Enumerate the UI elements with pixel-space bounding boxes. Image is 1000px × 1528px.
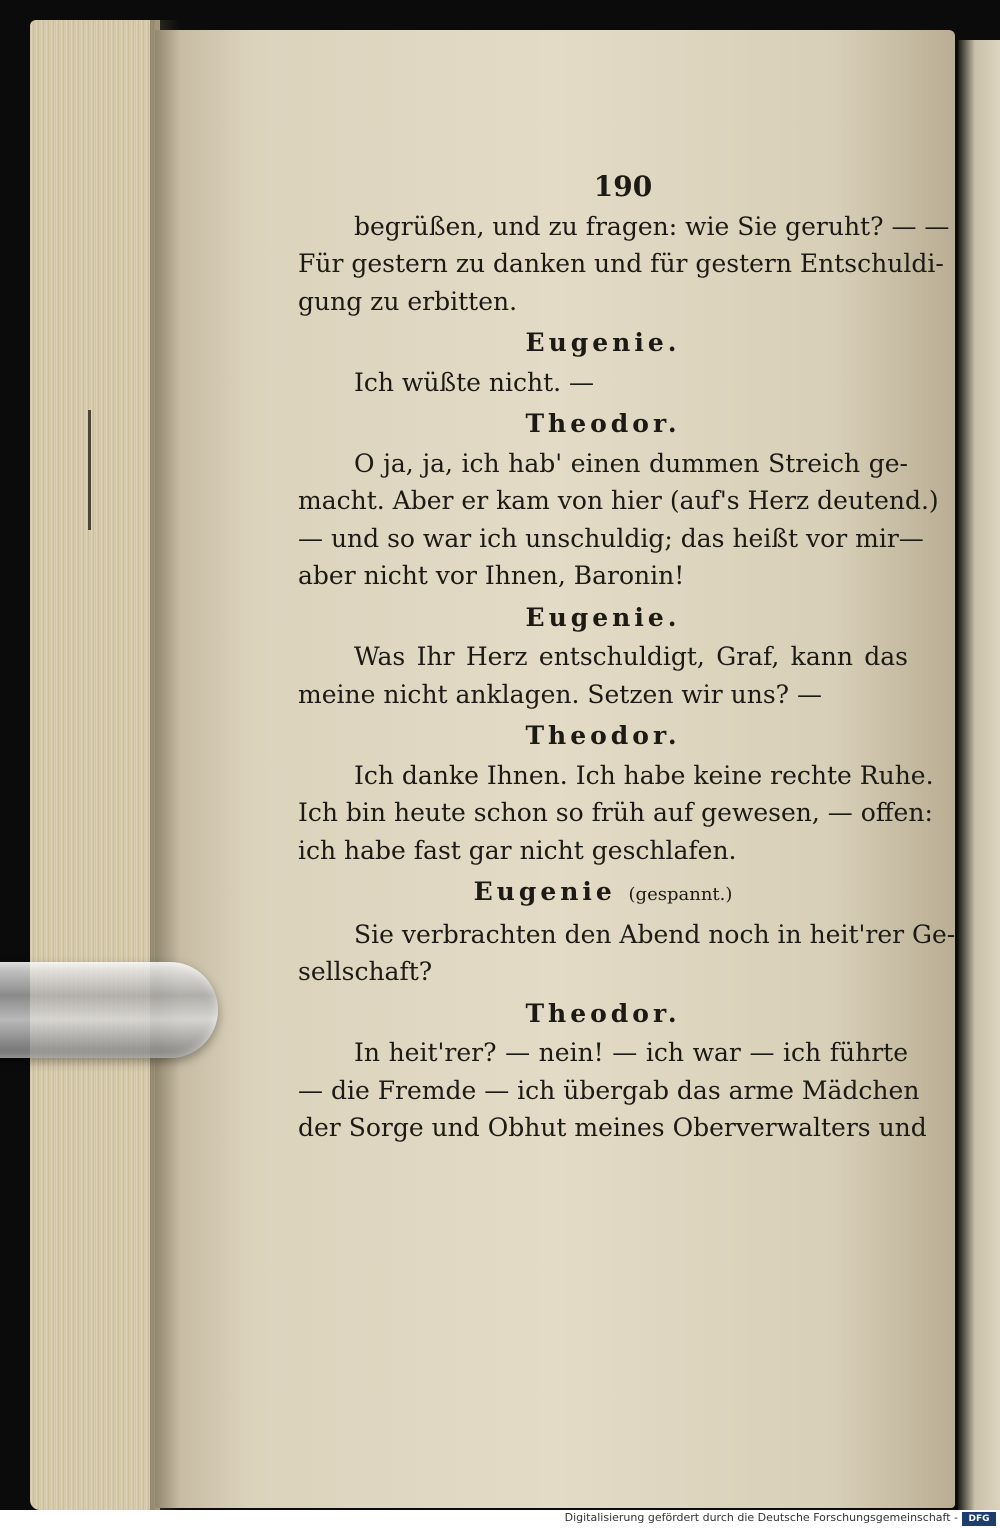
text-line: Ich danke Ihnen. Ich habe keine rechte Ruhe. (354, 760, 934, 790)
speaker-heading (298, 405, 908, 443)
paragraphs (298, 208, 956, 1147)
speaker-heading (298, 995, 908, 1033)
text-line: In heit'rer? — nein! — ich war — ich führte (354, 1038, 908, 1067)
text-line: macht. Aber er kam von hier (auf's Herz deutend.) (298, 486, 939, 515)
speaker-heading (298, 873, 908, 914)
text-line: begrüßen, und zu fragen: wie Sie geruht? — — (354, 211, 950, 241)
text-line: sellschaft? (298, 957, 433, 986)
page-number: 190 (593, 170, 653, 203)
text-line: Was Ihr Herz entschuldigt, Graf, kann das (354, 642, 908, 671)
gutter-shadow (150, 20, 180, 1510)
stage-direction: (gespannt.) (628, 884, 733, 905)
text-line: — die Fremde — ich übergab das arme Mädchen (298, 1075, 920, 1105)
text-line: ich habe fast gar nicht geschlafen. (298, 835, 737, 865)
text-line: Ich wüßte nicht. — (354, 367, 595, 397)
speaker-heading (298, 324, 908, 362)
speaker-name: Eugenie. (525, 328, 681, 357)
facing-page-edge (958, 40, 1000, 1510)
text-line: gung zu erbitten. (298, 286, 518, 316)
margin-mark (88, 410, 91, 530)
speaker-heading (298, 599, 908, 637)
speaker-name: Theodor. (525, 721, 681, 750)
speaker-name: Eugenie (473, 877, 616, 906)
text-line: Für gestern zu danken und für gestern Entschuldi- (298, 249, 944, 278)
glass-page-weight (0, 962, 218, 1058)
text-line: aber nicht vor Ihnen, Baronin! (298, 561, 685, 590)
text-line: — und so war ich unschuldig; das heißt vor mir— (298, 523, 924, 553)
text-line: Ich bin heute schon so früh auf gewesen, — offen: (298, 798, 933, 827)
page-text (298, 168, 956, 1147)
text-line: der Sorge und Obhut meines Oberverwalters und (298, 1113, 927, 1142)
speaker-name: Theodor. (525, 998, 681, 1028)
dfg-logo: DFG (962, 1512, 996, 1526)
speaker-name: Theodor. (525, 409, 681, 438)
digitization-credit: Digitalisierung gefördert durch die Deutsche Forschungsgemeinschaft - (564, 1511, 958, 1524)
text-line: Sie verbrachten den Abend noch in heit'rer Ge- (354, 919, 956, 949)
footer-bar (0, 1510, 1000, 1528)
book-page-stack (30, 20, 160, 1510)
speaker-heading (298, 717, 908, 755)
text-line: meine nicht anklagen. Setzen wir uns? — (298, 679, 823, 709)
speaker-name: Eugenie. (525, 602, 681, 632)
text-line: O ja, ja, ich hab' einen dummen Streich ge- (354, 448, 908, 478)
